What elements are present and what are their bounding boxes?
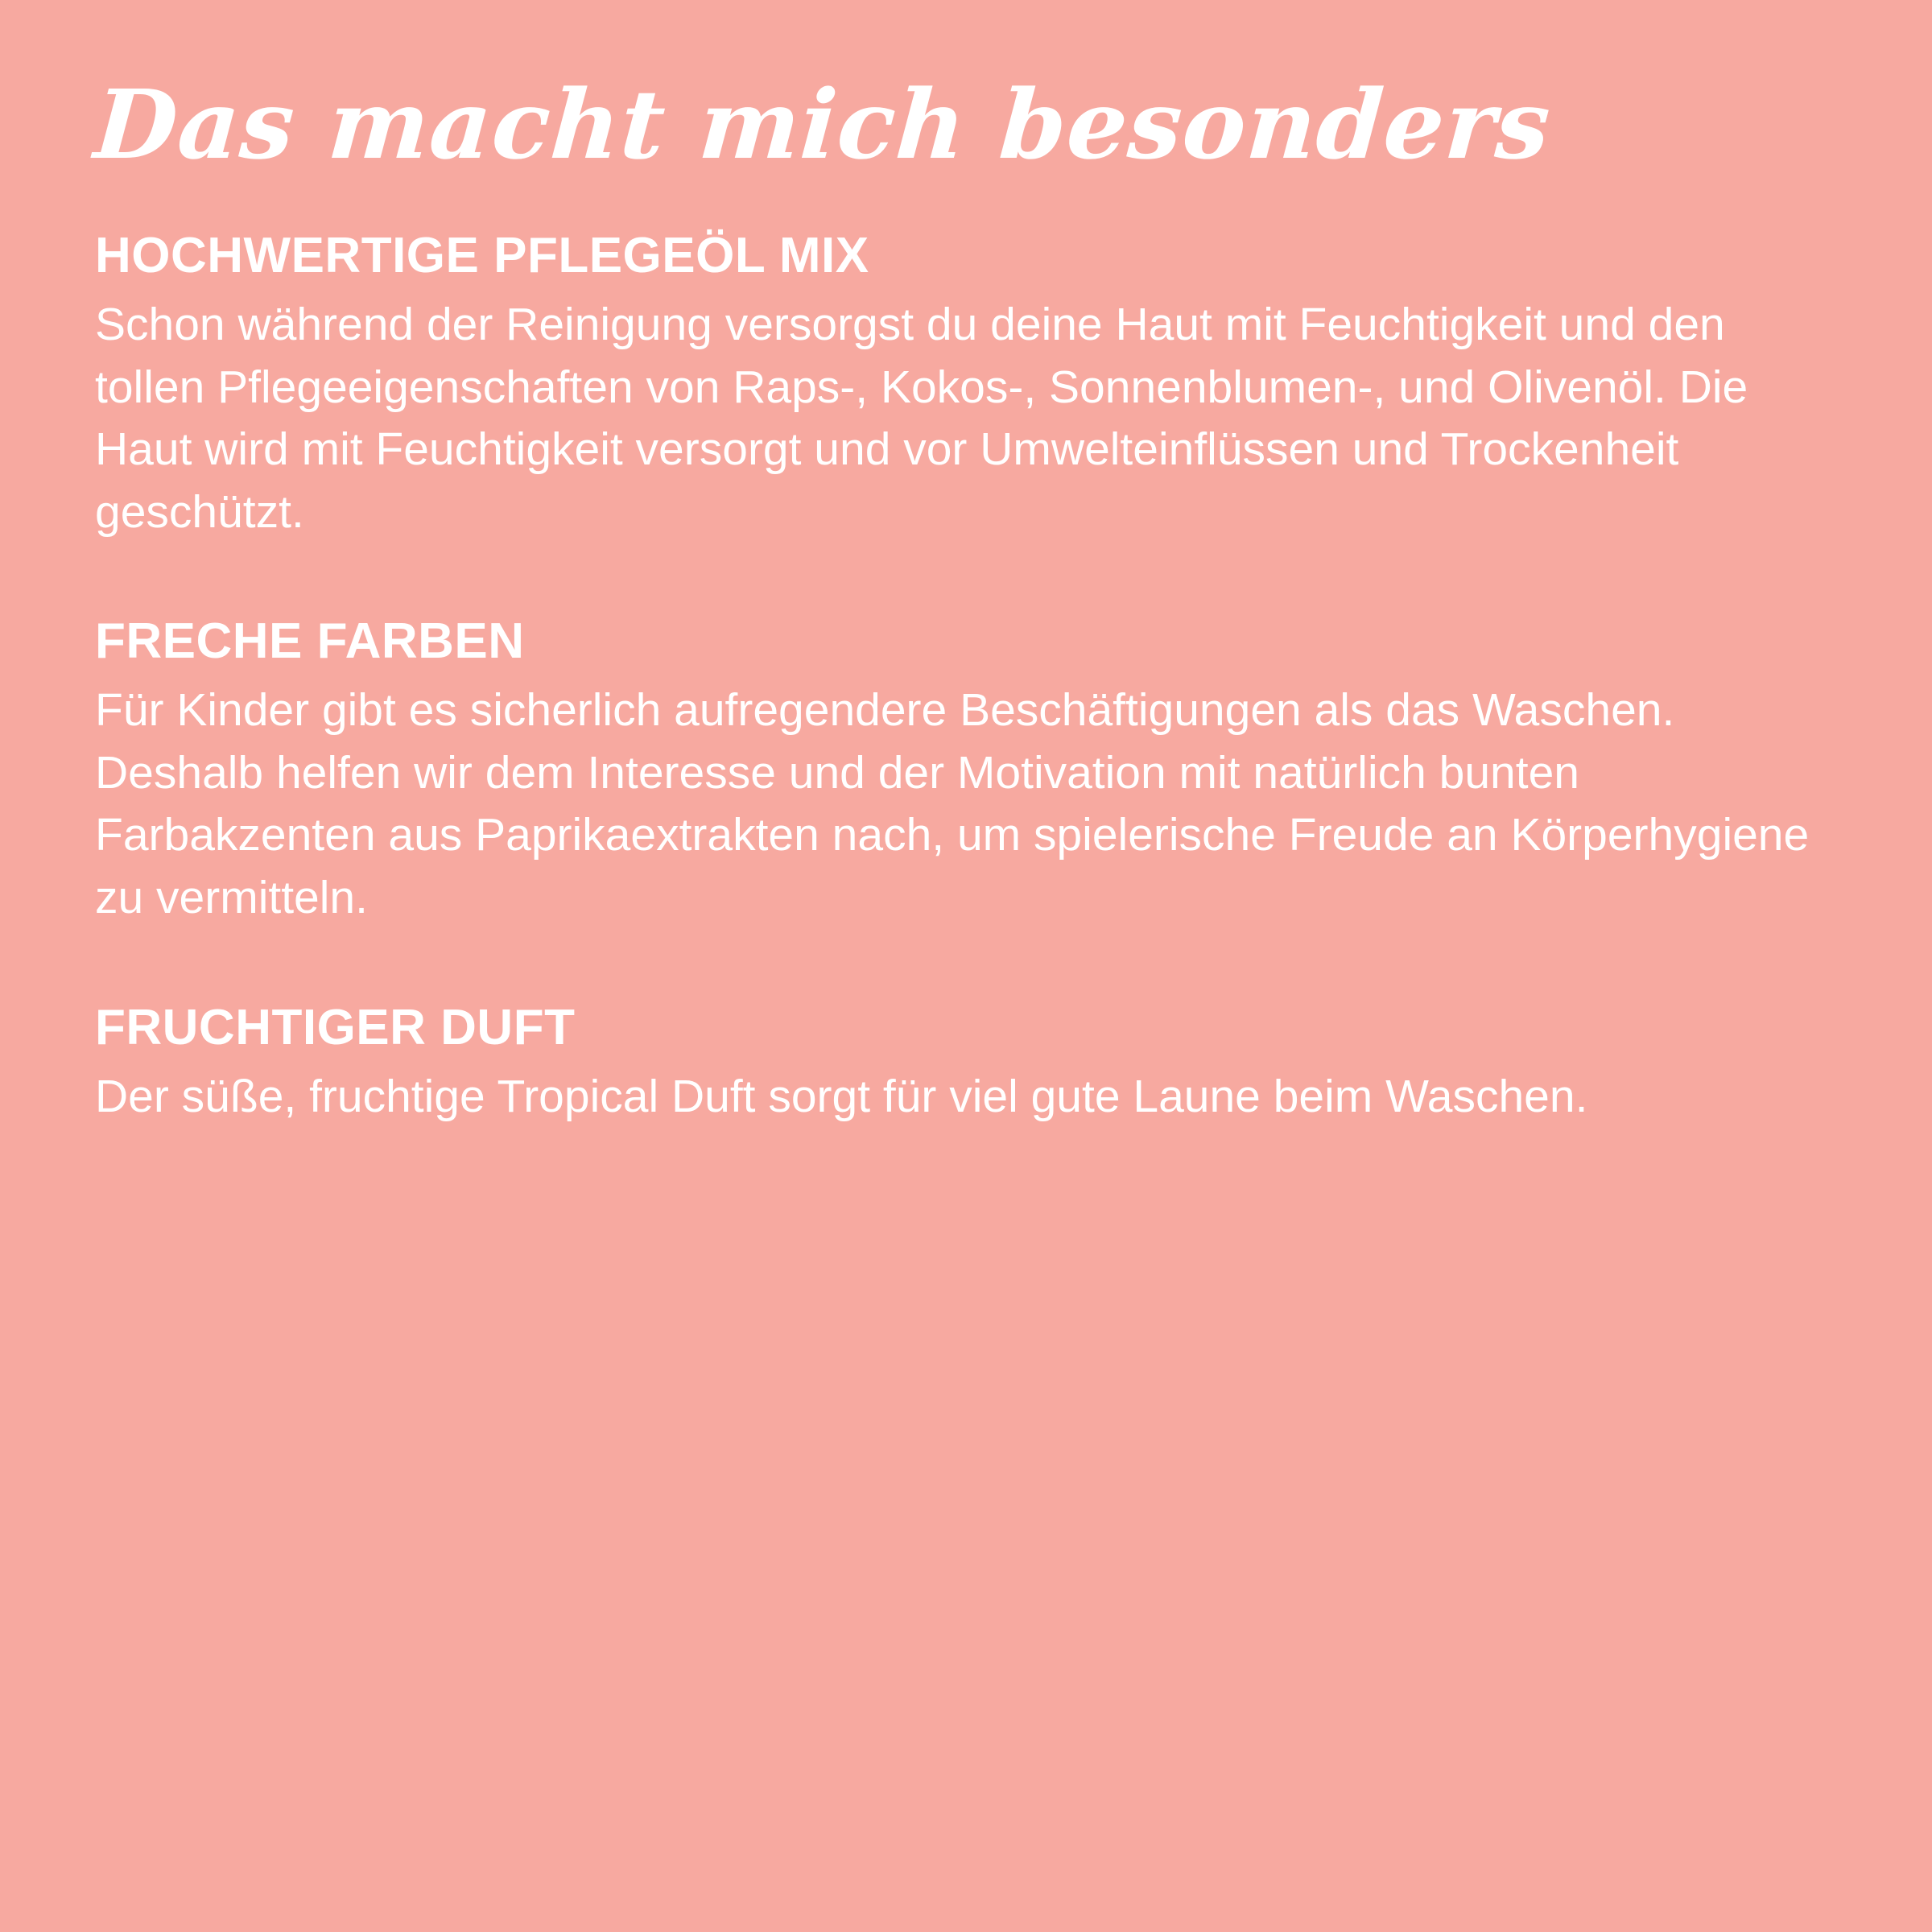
benefit-title: FRUCHTIGER DUFT bbox=[95, 999, 576, 1055]
benefit-body: Der süße, fruchtige Tropical Duft sorgt für viel gute Laune beim Waschen. bbox=[95, 1070, 1588, 1122]
page-title: Das macht mich besonders bbox=[91, 68, 1554, 180]
benefit-title: FRECHE FARBEN bbox=[95, 613, 525, 670]
benefit-section-fragrance bbox=[95, 999, 1835, 1129]
benefit-body: Schon während der Reinigung versorgst du deine Haut mit Feuchtigkeit und den tollen Pflegeeigenschaften von Raps-, Kokos-, Sonnenblumen-, und Olivenöl. Die Haut wird mit Feuchtigkeit versorgt und vor Umwelteinflüssen und Trockenheit geschützt. bbox=[95, 299, 1748, 538]
benefit-section-oil-mix bbox=[95, 227, 1835, 543]
benefit-body: Für Kinder gibt es sicherlich aufregendere Beschäftigungen als das Waschen. Deshalb helfen wir dem Interesse und der Motivation mit natürlich bunten Farbakzenten aus Paprikaextrakten nach, um spielerische Freude an Körperhygiene zu vermitteln. bbox=[95, 684, 1810, 923]
benefit-title: HOCHWERTIGE PFLEGEÖL MIX bbox=[95, 227, 869, 283]
benefit-section-colors bbox=[95, 613, 1835, 929]
